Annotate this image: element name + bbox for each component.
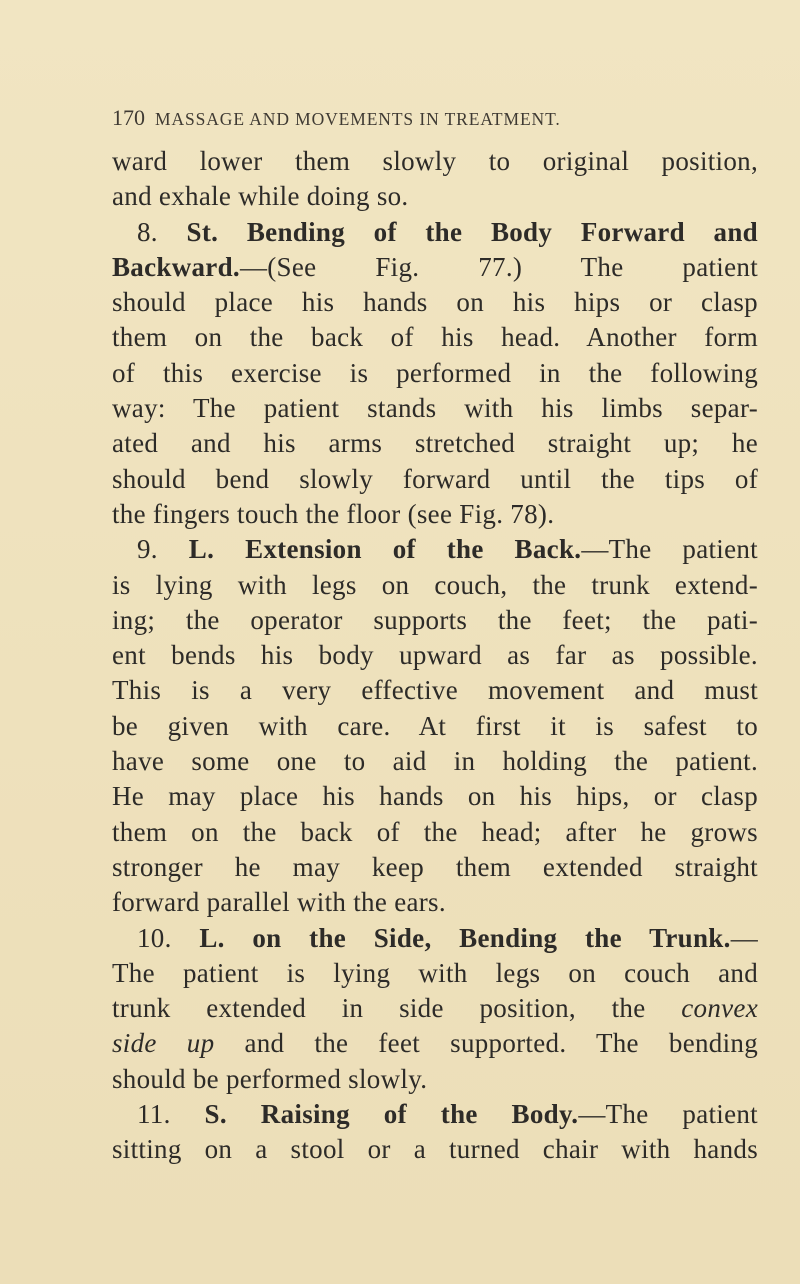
section-9-heading-line: [112, 532, 758, 567]
section-title: L. on the Side, Bending the Trunk.: [199, 922, 731, 953]
section-8-heading-line: [112, 215, 758, 250]
text-line: ent bends his body upward as far as possible.: [112, 640, 758, 671]
page-number: 170: [112, 105, 145, 130]
text-fragment: trunk extended in side position, the: [112, 993, 646, 1024]
text-line: should be performed slowly.: [112, 1063, 428, 1094]
text-line: them on the back of his head. Another form: [112, 322, 758, 353]
section-title: Backward.: [112, 251, 240, 282]
section-title: L. Extension of the Back.: [188, 534, 582, 565]
text-line: sitting on a stool or a turned chair with hands: [112, 1134, 758, 1165]
text-line: and exhale while doing so.: [112, 181, 409, 212]
text-line: is lying with legs on couch, the trunk extend-: [112, 569, 758, 600]
section-11-heading-line: [112, 1097, 758, 1132]
text-line: ward lower them slowly to original position,: [112, 146, 758, 176]
section-number: 11.: [137, 1099, 171, 1130]
text-line: should bend slowly forward until the tips of: [112, 463, 758, 494]
text-line: [112, 991, 758, 1026]
section-number: 9.: [137, 534, 158, 565]
text-fragment: —The patient: [581, 534, 758, 565]
text-line: have some one to aid in holding the patient.: [112, 746, 758, 777]
text-line: stronger he may keep them extended straight: [112, 851, 758, 882]
section-title: St. Bending of the Body Forward and: [186, 216, 758, 247]
text-fragment: —: [730, 922, 758, 953]
text-line: of this exercise is performed in the following: [112, 357, 758, 388]
text-line: [112, 1026, 758, 1061]
text-line: This is a very effective movement and must: [112, 675, 758, 706]
emphasis: side up: [112, 1028, 215, 1059]
text-line: ated and his arms stretched straight up; he: [112, 428, 758, 459]
text-line: forward parallel with the ears.: [112, 887, 446, 918]
emphasis: convex: [681, 993, 758, 1024]
running-title: MASSAGE AND MOVEMENTS IN TREATMENT.: [155, 109, 561, 129]
text-line: [112, 250, 758, 285]
text-fragment: —(See Fig. 77.) The patient: [239, 251, 758, 282]
text-line: way: The patient stands with his limbs separ-: [112, 393, 758, 424]
text-line: be given with care. At first it is safest to: [112, 710, 758, 741]
text-line: ing; the operator supports the feet; the pati-: [112, 604, 758, 635]
section-number: 8.: [137, 216, 158, 247]
text-line: The patient is lying with legs on couch and: [112, 957, 758, 988]
section-number: 10.: [137, 922, 172, 953]
text-line: the fingers touch the floor (see Fig. 78).: [112, 498, 555, 529]
body-text: [112, 144, 758, 1168]
text-fragment: —The patient: [578, 1099, 758, 1130]
text-fragment: and the feet supported. The bending: [244, 1028, 759, 1059]
text-line: He may place his hands on his hips, or clasp: [112, 781, 758, 812]
section-10-heading-line: [112, 921, 758, 956]
page-header: [112, 105, 752, 137]
text-line: should place his hands on his hips or clasp: [112, 287, 758, 318]
text-line: them on the back of the head; after he grows: [112, 816, 758, 847]
section-title: S. Raising of the Body.: [204, 1099, 579, 1130]
